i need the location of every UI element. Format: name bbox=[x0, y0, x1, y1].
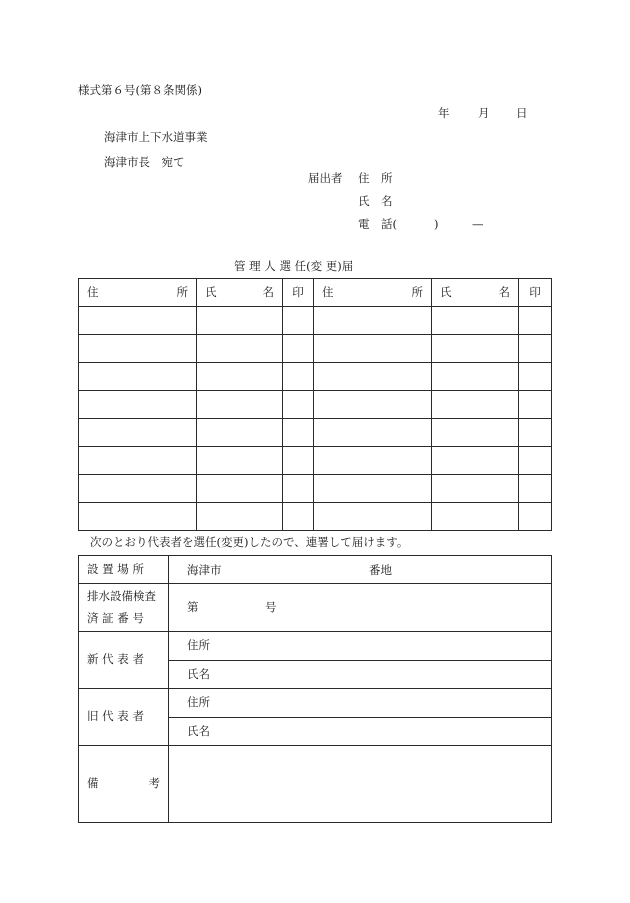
member-address-1-cell[interactable] bbox=[79, 363, 197, 391]
form-title: 管 理 人 選 任(変 更)届 bbox=[234, 259, 354, 273]
member-address-1-cell[interactable] bbox=[79, 391, 197, 419]
certificate-label-cell bbox=[79, 584, 169, 632]
member-seal-1-cell[interactable] bbox=[283, 307, 314, 335]
member-address-2-cell[interactable] bbox=[314, 307, 432, 335]
header-name-1: 氏 名 bbox=[197, 279, 283, 307]
header-address-1: 住 所 bbox=[79, 279, 197, 307]
member-name-2-cell[interactable] bbox=[432, 363, 519, 391]
member-seal-1-cell[interactable] bbox=[283, 391, 314, 419]
old-rep-address-row bbox=[79, 689, 552, 718]
remarks-row bbox=[79, 746, 552, 823]
member-seal-1-cell[interactable] bbox=[283, 335, 314, 363]
location-suffix: 番地 bbox=[369, 563, 392, 577]
certificate-suffix: 号 bbox=[265, 600, 277, 614]
certificate-value-cell[interactable] bbox=[169, 584, 552, 632]
header-seal-1: 印 bbox=[283, 279, 314, 307]
date-day-label: 日 bbox=[516, 106, 528, 120]
member-address-2-cell[interactable] bbox=[314, 391, 432, 419]
statement: 次のとおり代表者を選任(変更)したので、連署して届けます。 bbox=[90, 535, 409, 549]
member-address-2-cell[interactable] bbox=[314, 447, 432, 475]
member-name-1-cell[interactable] bbox=[197, 391, 283, 419]
applicant-name-label: 氏 名 bbox=[358, 194, 393, 208]
member-seal-2-cell[interactable] bbox=[519, 363, 552, 391]
member-seal-2-cell[interactable] bbox=[519, 391, 552, 419]
remarks-value[interactable] bbox=[169, 746, 552, 823]
date-month-label: 月 bbox=[478, 106, 490, 120]
location-label: 設 置 場 所 bbox=[79, 556, 169, 584]
member-row bbox=[79, 447, 552, 475]
member-address-1-cell[interactable] bbox=[79, 307, 197, 335]
member-seal-1-cell[interactable] bbox=[283, 419, 314, 447]
old-rep-address[interactable]: 住所 bbox=[169, 689, 552, 718]
member-address-1-cell[interactable] bbox=[79, 447, 197, 475]
addressee-org: 海津市上下水道事業 bbox=[104, 130, 208, 144]
details-table bbox=[78, 555, 552, 823]
member-name-1-cell[interactable] bbox=[197, 475, 283, 503]
certificate-label-2: 済 証 番 号 bbox=[87, 610, 144, 625]
header-address-2: 住 所 bbox=[314, 279, 432, 307]
member-address-2-cell[interactable] bbox=[314, 475, 432, 503]
new-rep-name[interactable]: 氏名 bbox=[169, 661, 552, 689]
applicant-phone-paren: ) bbox=[434, 217, 439, 231]
member-row bbox=[79, 391, 552, 419]
member-address-1-cell[interactable] bbox=[79, 335, 197, 363]
member-seal-2-cell[interactable] bbox=[519, 307, 552, 335]
member-row bbox=[79, 503, 552, 531]
old-rep-name[interactable]: 氏名 bbox=[169, 718, 552, 746]
new-rep-label: 新 代 表 者 bbox=[79, 632, 169, 689]
member-name-2-cell[interactable] bbox=[432, 335, 519, 363]
member-seal-1-cell[interactable] bbox=[283, 447, 314, 475]
member-name-2-cell[interactable] bbox=[432, 307, 519, 335]
certificate-label-1: 排水設備検査 bbox=[87, 589, 156, 603]
member-address-1-cell[interactable] bbox=[79, 503, 197, 531]
member-address-2-cell[interactable] bbox=[314, 363, 432, 391]
member-row bbox=[79, 363, 552, 391]
member-seal-2-cell[interactable] bbox=[519, 503, 552, 531]
applicant-label: 届出者 bbox=[308, 171, 343, 185]
header-name-2: 氏 名 bbox=[432, 279, 519, 307]
certificate-prefix: 第 bbox=[187, 600, 199, 614]
certificate-row bbox=[79, 584, 552, 632]
header-seal-2: 印 bbox=[519, 279, 552, 307]
member-row bbox=[79, 475, 552, 503]
form-number: 様式第６号(第８条関係) bbox=[78, 83, 202, 97]
new-rep-address[interactable]: 住所 bbox=[169, 632, 552, 661]
member-seal-2-cell[interactable] bbox=[519, 419, 552, 447]
member-row bbox=[79, 335, 552, 363]
member-row bbox=[79, 307, 552, 335]
member-name-2-cell[interactable] bbox=[432, 503, 519, 531]
old-rep-label: 旧 代 表 者 bbox=[79, 689, 169, 746]
member-seal-1-cell[interactable] bbox=[283, 363, 314, 391]
member-address-2-cell[interactable] bbox=[314, 335, 432, 363]
applicant-phone-label: 電 話( bbox=[358, 217, 397, 231]
member-name-2-cell[interactable] bbox=[432, 391, 519, 419]
member-name-1-cell[interactable] bbox=[197, 447, 283, 475]
member-seal-1-cell[interactable] bbox=[283, 503, 314, 531]
member-seal-1-cell[interactable] bbox=[283, 475, 314, 503]
member-address-2-cell[interactable] bbox=[314, 419, 432, 447]
new-rep-address-row bbox=[79, 632, 552, 661]
member-address-2-cell[interactable] bbox=[314, 503, 432, 531]
member-name-2-cell[interactable] bbox=[432, 447, 519, 475]
member-name-1-cell[interactable] bbox=[197, 363, 283, 391]
location-city: 海津市 bbox=[187, 563, 222, 577]
applicant-phone-dash: — bbox=[472, 217, 484, 231]
member-row bbox=[79, 419, 552, 447]
members-header-row bbox=[79, 279, 552, 307]
applicant-address-label: 住 所 bbox=[358, 171, 393, 185]
member-name-1-cell[interactable] bbox=[197, 335, 283, 363]
date-year-label: 年 bbox=[438, 106, 450, 120]
remarks-label: 備 考 bbox=[79, 746, 169, 823]
member-name-2-cell[interactable] bbox=[432, 419, 519, 447]
member-name-1-cell[interactable] bbox=[197, 503, 283, 531]
member-address-1-cell[interactable] bbox=[79, 419, 197, 447]
location-value-cell[interactable] bbox=[169, 556, 552, 584]
member-seal-2-cell[interactable] bbox=[519, 475, 552, 503]
member-name-1-cell[interactable] bbox=[197, 307, 283, 335]
location-row bbox=[79, 556, 552, 584]
member-address-1-cell[interactable] bbox=[79, 475, 197, 503]
member-name-1-cell[interactable] bbox=[197, 419, 283, 447]
addressee-recipient: 海津市長 宛て bbox=[104, 155, 185, 169]
members-table bbox=[78, 278, 552, 531]
member-seal-2-cell[interactable] bbox=[519, 335, 552, 363]
member-name-2-cell[interactable] bbox=[432, 475, 519, 503]
member-seal-2-cell[interactable] bbox=[519, 447, 552, 475]
